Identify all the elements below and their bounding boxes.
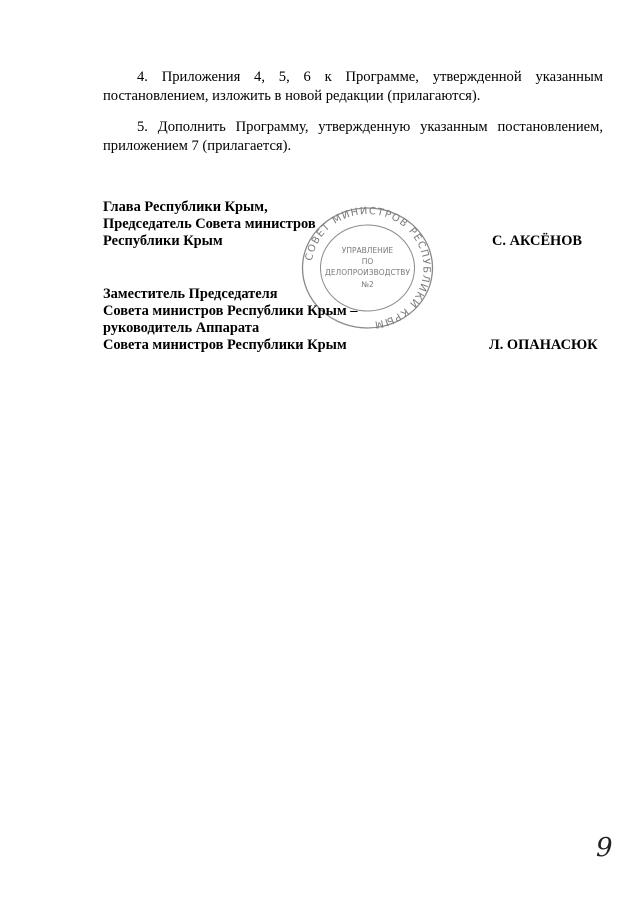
signature-title-line: Совета министров Республики Крым [103, 337, 347, 353]
signature-block-head [103, 199, 316, 250]
signature-title-line: Республики Крым [103, 233, 223, 249]
signature-title-line: Совета министров Республики Крым – [103, 303, 358, 319]
signature-block-deputy [103, 286, 357, 354]
signature-title-line: руководитель Аппарата [103, 320, 260, 336]
paragraph-5-text: 5. Дополнить Программу, утвержденную указанным постановлением, приложением 7 (прилагается). [103, 119, 603, 154]
page-number: 9 [596, 833, 613, 863]
stamp-line-2: ПО [361, 257, 374, 266]
signatory-name-aksenov: С. АКСЁНОВ [492, 233, 583, 249]
stamp-line-4: №2 [361, 280, 374, 289]
paragraph-5 [103, 118, 603, 156]
stamp-line-3: ДЕЛОПРОИЗВОДСТВУ [324, 268, 411, 277]
paragraph-4-text: 4. Приложения 4, 5, 6 к Программе, утвержденной указанным постановлением, изложить в новой редакции (прилагаются). [103, 69, 603, 104]
stamp-line-1: УПРАВЛЕНИЕ [341, 246, 394, 255]
signature-title-line: Заместитель Председателя [103, 286, 278, 302]
signatory-name-opanasyuk: Л. ОПАНАСЮК [489, 337, 598, 353]
paragraph-4 [103, 68, 603, 106]
signature-title-line: Председатель Совета министров [103, 216, 316, 232]
stamp-outer-text: СОВЕТ МИНИСТРОВ РЕСПУБЛИКИ КРЫМ [303, 205, 432, 330]
signature-title-line: Глава Республики Крым, [103, 199, 268, 215]
